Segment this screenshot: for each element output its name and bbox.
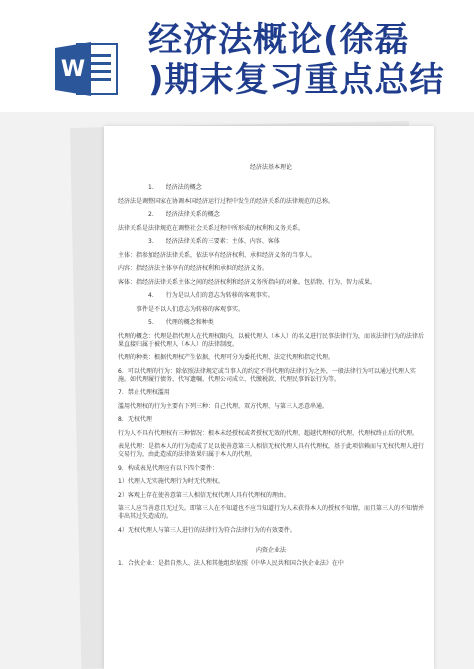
doc-line: 表见代理：是指本人的行为造成了足以使善意第三人相信无权代理人具有代理权，基于此项信赖而与无权代理人进行交易行为，由此造成的法律效果归属于本人的代理。 [118,443,425,458]
doc-line: 主体：指参加经济法律关系，依法享有经济权利、承担经济义务的当事人。 [118,251,317,259]
doc-line: 5. 代理的概念和种类 [148,319,214,326]
doc-line: 4）无权代理人与第三人进行的法律行为符合法律行为的有效要件。 [118,526,296,534]
doc-line: 事件是不以人们意志为转移的客观事实。 [136,305,245,313]
page-title [148,20,468,100]
doc-line: 3. 经济法律关系的三要素：主体、内容、客体 [148,238,280,245]
doc-line: 经济法是调整国家在协调本国经济运行过程中发生的经济关系的法律规范的总称。 [118,197,335,205]
doc-line: 2）客观上存在使善意第三人相信无权代理人具有代理权的理由。 [118,491,290,499]
header-banner [0,0,474,112]
doc-line: 滥用代理权的行为主要有下列三种：自己代理、双方代理、与第三人恶意串通。 [118,402,329,410]
doc-line: 内容：指经济法主体享有的经济权利和承担的经济义务。 [118,265,269,272]
document-body [118,164,424,574]
doc-line: 6．可以代理的行为：除依照法律规定或当事人的约定不得代理的法律行为之外，一般法律行为可以通过代理人实施。如代理履行债务、代写遗嘱、代理公司成立、代缴税款、代理民事诉讼行为等。 [118,367,416,383]
doc-line: 1）代理人无实施代理行为时无代理权。 [118,478,224,485]
doc-line: 第三人应当善意且无过失。即第三人在不知道也不应当知道行为人未获得本人的授权不知情，而且第三人的不知情并非出其过失造成的。 [118,505,425,520]
section-heading: 内资企业法 [255,546,286,554]
word-document-icon [55,40,119,98]
title-line-1: 经济法概论(徐磊 [148,20,410,60]
document-page [104,126,434,669]
doc-line: 1. 经济法的概念 [148,184,202,191]
doc-line: 8．无权代理 [118,416,152,423]
doc-line: 代理的种类：根据代理权产生依据，代理可分为委托代理、法定代理和指定代理。 [118,354,335,361]
title-line-2: )期末复习重点总结 [148,60,445,100]
doc-line: 代理的概念：代理是指代理人在代理权限内，以被代理人（本人）的名义进行民事法律行为，而该法律行为的法律后果直接归属于被代理人（本人）的法律制度。 [118,332,425,348]
doc-line: 行为人不具有代理权有三种情况：根本未经授权或者授权无效的代理、超越代理权的代理、代理权终止后的代理。 [118,429,419,437]
doc-line: 客体：指经济法律关系主体之间的经济权利和经济义务所指向的对象。包括物、行为、智力成果。 [118,278,377,286]
doc-line: 法律关系是法律规范在调整社会关系过程中所形成的权利和义务关系。 [118,224,305,232]
doc-line: 1．合伙企业：是指自然人、法人和其他组织依照《中华人民共和国合伙企业法》在中 [118,560,344,567]
doc-line: 9．构成表见代理应有以下四个要件： [118,464,218,472]
doc-line: 4. 行为是以人们的意志为转移的客观事实。 [148,292,274,299]
doc-line: 7．禁止代理权滥用 [118,389,170,396]
document-heading: 经济法基本理论 [249,164,292,171]
svg-text:W: W [60,57,86,82]
doc-line: 2. 经济法律关系的概念 [148,211,220,218]
